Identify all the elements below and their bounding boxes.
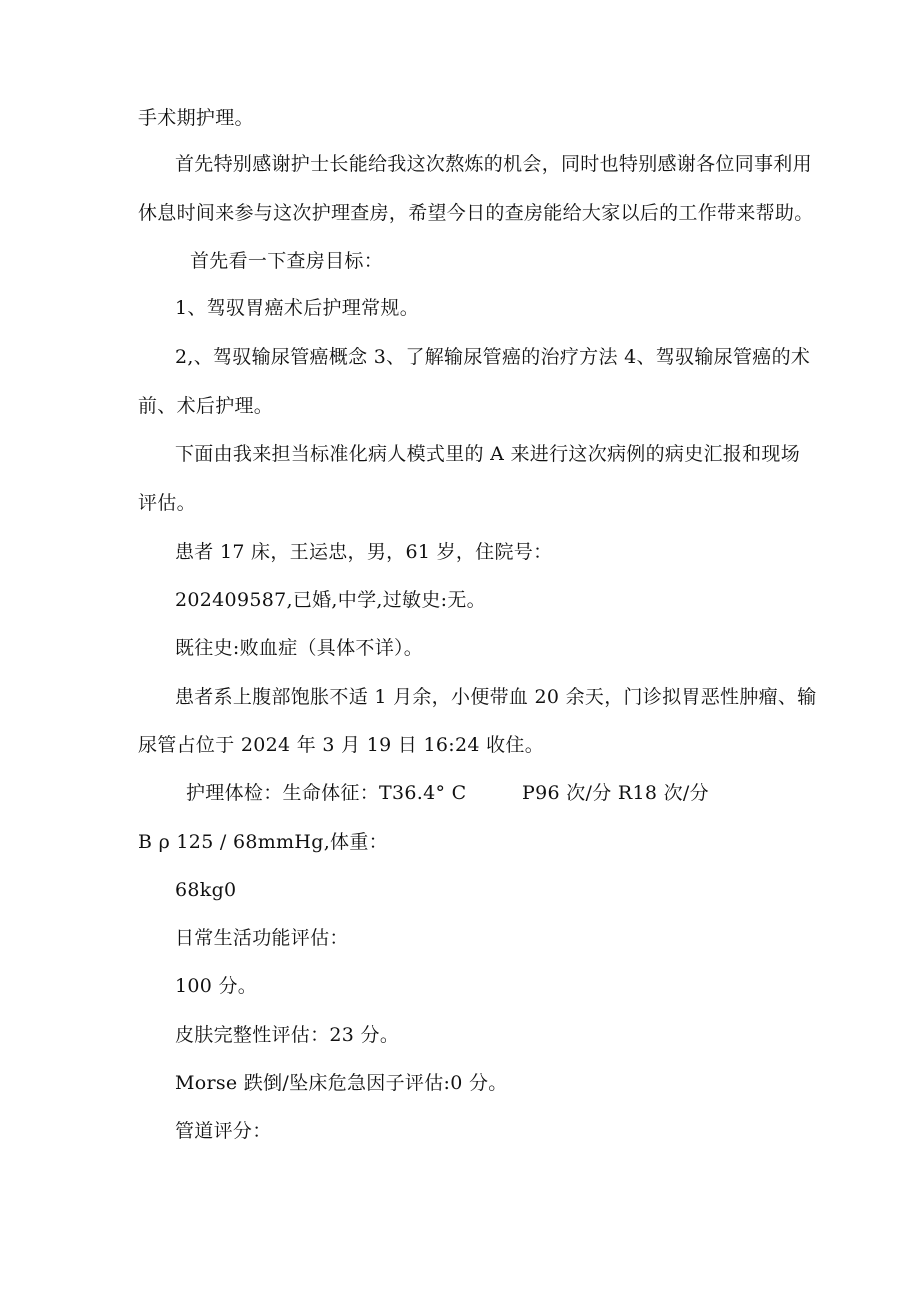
text-line-2: 首先特别感谢护士长能给我这次熬炼的机会，同时也特别感谢各位同事利用 (175, 153, 812, 175)
text-line-3: 休息时间来参与这次护理查房，希望今日的查房能给大家以后的工作带来帮助。 (138, 202, 814, 224)
text-line-21: Morse 跌倒/坠床危急因子评估:0 分。 (175, 1072, 508, 1094)
text-line-18: 日常生活功能评估： (175, 927, 349, 949)
text-line-11: 202409587,已婚,中学,过敏史:无。 (175, 589, 486, 611)
text-line-1: 手术期护理。 (138, 107, 254, 129)
text-line-13: 患者系上腹部饱胀不适 1 月余，小便带血 20 余天，门诊拟胃恶性肿瘤、输 (175, 686, 817, 708)
text-line-20: 皮肤完整性评估：23 分。 (175, 1024, 400, 1046)
text-line-10: 患者 17 床，王运忠，男，61 岁，住院号： (175, 541, 553, 563)
text-line-14: 尿管占位于 2024 年 3 月 19 日 16:24 收住。 (138, 734, 544, 756)
text-line-5: 1、驾驭胃癌术后护理常规。 (175, 297, 419, 319)
text-line-8: 下面由我来担当标准化病人模式里的 A 来进行这次病例的病史汇报和现场 (175, 443, 801, 465)
text-line-6: 2,、驾驭输尿管癌概念 3、了解输尿管癌的治疗方法 4、驾驭输尿管癌的术 (175, 346, 811, 368)
text-line-9: 评估。 (138, 492, 196, 514)
text-line-12: 既往史:败血症（具体不详）。 (175, 637, 424, 659)
text-line-4: 首先看一下查房目标： (190, 250, 384, 272)
text-line-22: 管道评分： (175, 1120, 272, 1142)
text-line-7: 前、术后护理。 (138, 395, 274, 417)
text-line-15a: 护理体检：生命体征：T36.4° C (186, 782, 467, 804)
text-line-15b: P96 次/分 R18 次/分 (522, 782, 709, 804)
text-line-16: B ρ 125 / 68mmHg,体重： (138, 831, 388, 853)
text-line-17: 68kg0 (175, 879, 237, 901)
text-line-19: 100 分。 (175, 975, 258, 997)
